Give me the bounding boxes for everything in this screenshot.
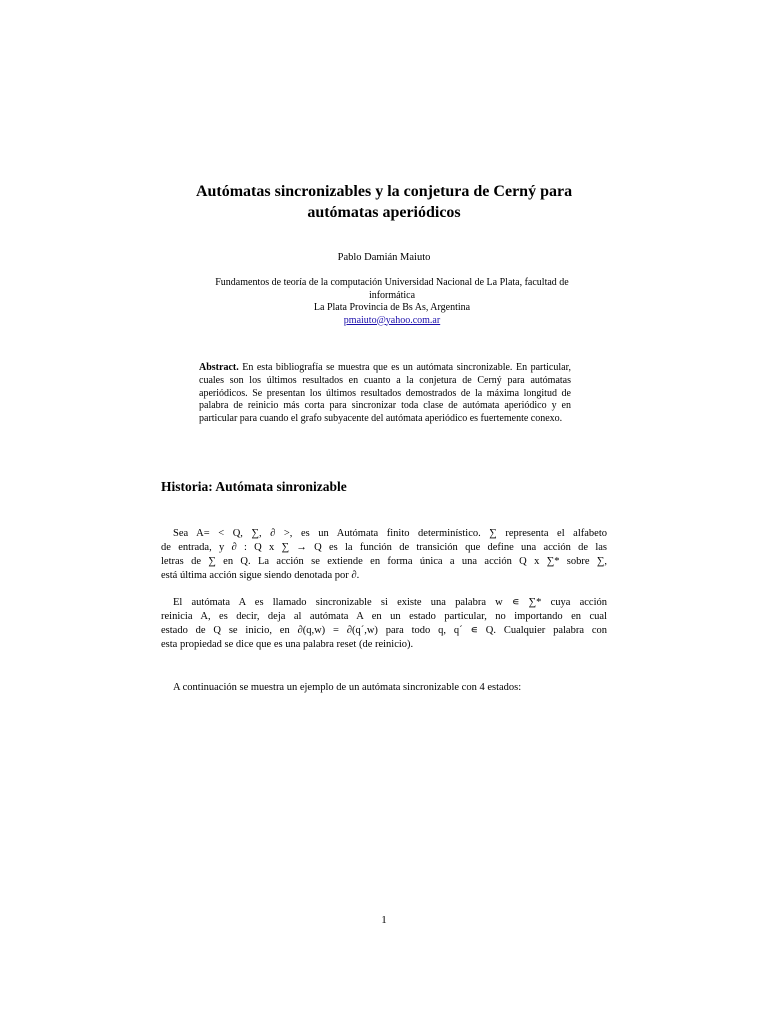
- abstract-text: En esta bibliografía se muestra que es un autómata sincronizable. En particular, cuales son los últimos resultados en cuanto a la conjetura de Cerný para autómatas aperiódicos. Se presentan los últimos resultados demostrados de la máxima longitud de palabra de reinicio más corta para sincronizar toda clase de autómata aperiódico y en particular para cuando el grafo subyacente del autómata aperiódico es fuertemente conexo.: [199, 362, 571, 425]
- author-name: Pablo Damián Maiuto: [337, 252, 431, 263]
- paragraph-1-line-1: Sea A= < Q, ∑, ∂ >, es un Autómata finito determinístico. ∑ representa el alfabeto: [173, 528, 607, 539]
- paragraph-3: A continuación se muestra un ejemplo de un autómata sincronizable con 4 estados:: [173, 682, 522, 693]
- paragraph-2-line-4: esta propiedad se dice que es una palabra reset (de reinicio).: [161, 639, 414, 650]
- title-line-1: Autómatas sincronizables y la conjetura de Cerný para: [195, 183, 573, 200]
- paragraph-2-line-1: El autómata A es llamado sincronizable si existe una palabra w ∊ ∑* cuya acción: [173, 597, 607, 608]
- affiliation: [178, 277, 606, 327]
- paragraph-2-line-3: estado de Q se inicio, en ∂(q,w) = ∂(q´,w) para todo q, q´ ∊ Q. Cualquier palabra con: [161, 625, 607, 636]
- section-heading: Historia: Autómata sinronizable: [161, 479, 347, 494]
- affiliation-line-2: informática: [368, 289, 416, 301]
- title-line-2: autómatas aperiódicos: [307, 204, 461, 221]
- email-link[interactable]: pmaiuto@yahoo.com.ar: [343, 314, 441, 326]
- affiliation-line-1: Fundamentos de teoría de la computación Universidad Nacional de La Plata, facultad de: [215, 277, 569, 288]
- paragraph-1-line-4: está última acción sigue siendo denotada por ∂.: [161, 570, 360, 581]
- paper-title: [150, 181, 618, 223]
- paragraph-1-line-3: letras de ∑ en Q. La acción se extiende en forma única a una acción Q x ∑* sobre ∑,: [161, 556, 607, 567]
- paragraph-1-line-2: de entrada, y ∂ : Q x ∑ → Q es la función de transición que define una acción de las: [161, 542, 607, 553]
- paragraph-1: [161, 527, 607, 583]
- affiliation-line-3: La Plata Provincia de Bs As, Argentina: [313, 302, 471, 313]
- paragraph-2-line-2: reinicia A, es decir, deja al autómata A en un estado particular, no importando en cual: [161, 611, 607, 622]
- page-number: 1: [381, 914, 387, 926]
- abstract-label: Abstract.: [199, 362, 239, 373]
- abstract: [199, 362, 571, 426]
- paragraph-2: [161, 596, 607, 652]
